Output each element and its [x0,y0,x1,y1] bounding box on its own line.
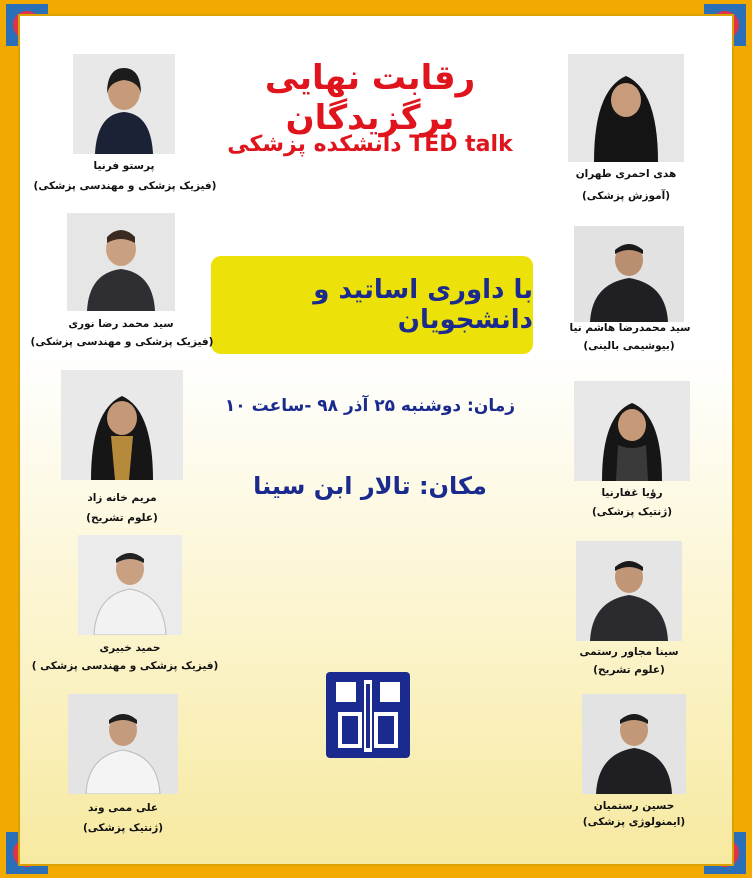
person-department: (ژنتیک پزشکی) [591,506,673,518]
person-department: (بیوشیمی بالینی) [583,340,675,352]
portrait-photo [568,54,684,162]
person-department: (فیزیک پزشکی و مهندسی پزشکی) [30,336,214,348]
person-name: حمید خبیری [99,642,161,654]
poster-subtitle: TED talk دانشکده پزشکی [227,132,513,157]
person-name: سید محمد رضا نوری [68,318,174,330]
university-logo-icon [326,672,410,758]
person-department: (علوم تشریح) [86,512,158,524]
person-name: سینا مجاور رستمی [579,646,679,658]
portrait-photo [582,694,686,794]
person-department: (فیزیک پزشکی و مهندسی پزشکی ) [31,660,219,672]
person-name: هدی احمری طهران [575,168,677,180]
judges-text: با داوری اساتید و دانشجویان [313,275,533,335]
person-name: مریم خانه زاد [87,492,157,504]
portrait-photo [576,541,682,641]
person-name: علی ممی وند [87,802,159,814]
person-department: (علوم تشریح) [593,664,665,676]
person-department: (آموزش پزشکی) [582,190,670,202]
person-name: حسین رستمیان [593,800,675,812]
portrait-photo [574,381,690,481]
person-department: (ایمنولوژی پزشکی) [582,816,686,828]
person-name: رؤیا غفارنیا [601,487,663,499]
portrait-photo [61,370,183,480]
person-department: (فیزیک پزشکی و مهندسی پزشکی) [33,180,217,192]
person-department: (ژنتیک پزشکی) [82,822,164,834]
portrait-photo [73,54,175,154]
person-name: پرستو فرنیا [93,160,155,172]
person-name: سید محمدرضا هاشم نیا [569,322,691,334]
judges-banner [211,256,533,354]
portrait-photo [67,213,175,311]
portrait-photo [574,226,684,322]
portrait-photo [78,535,182,635]
poster-title: رقابت نهایی برگزیدگان [264,58,476,138]
event-place: مکان: تالار ابن سینا [253,472,487,500]
event-time: زمان: دوشنبه ۲۵ آذر ۹۸ -ساعت ۱۰ [224,396,516,416]
portrait-photo [68,694,178,794]
